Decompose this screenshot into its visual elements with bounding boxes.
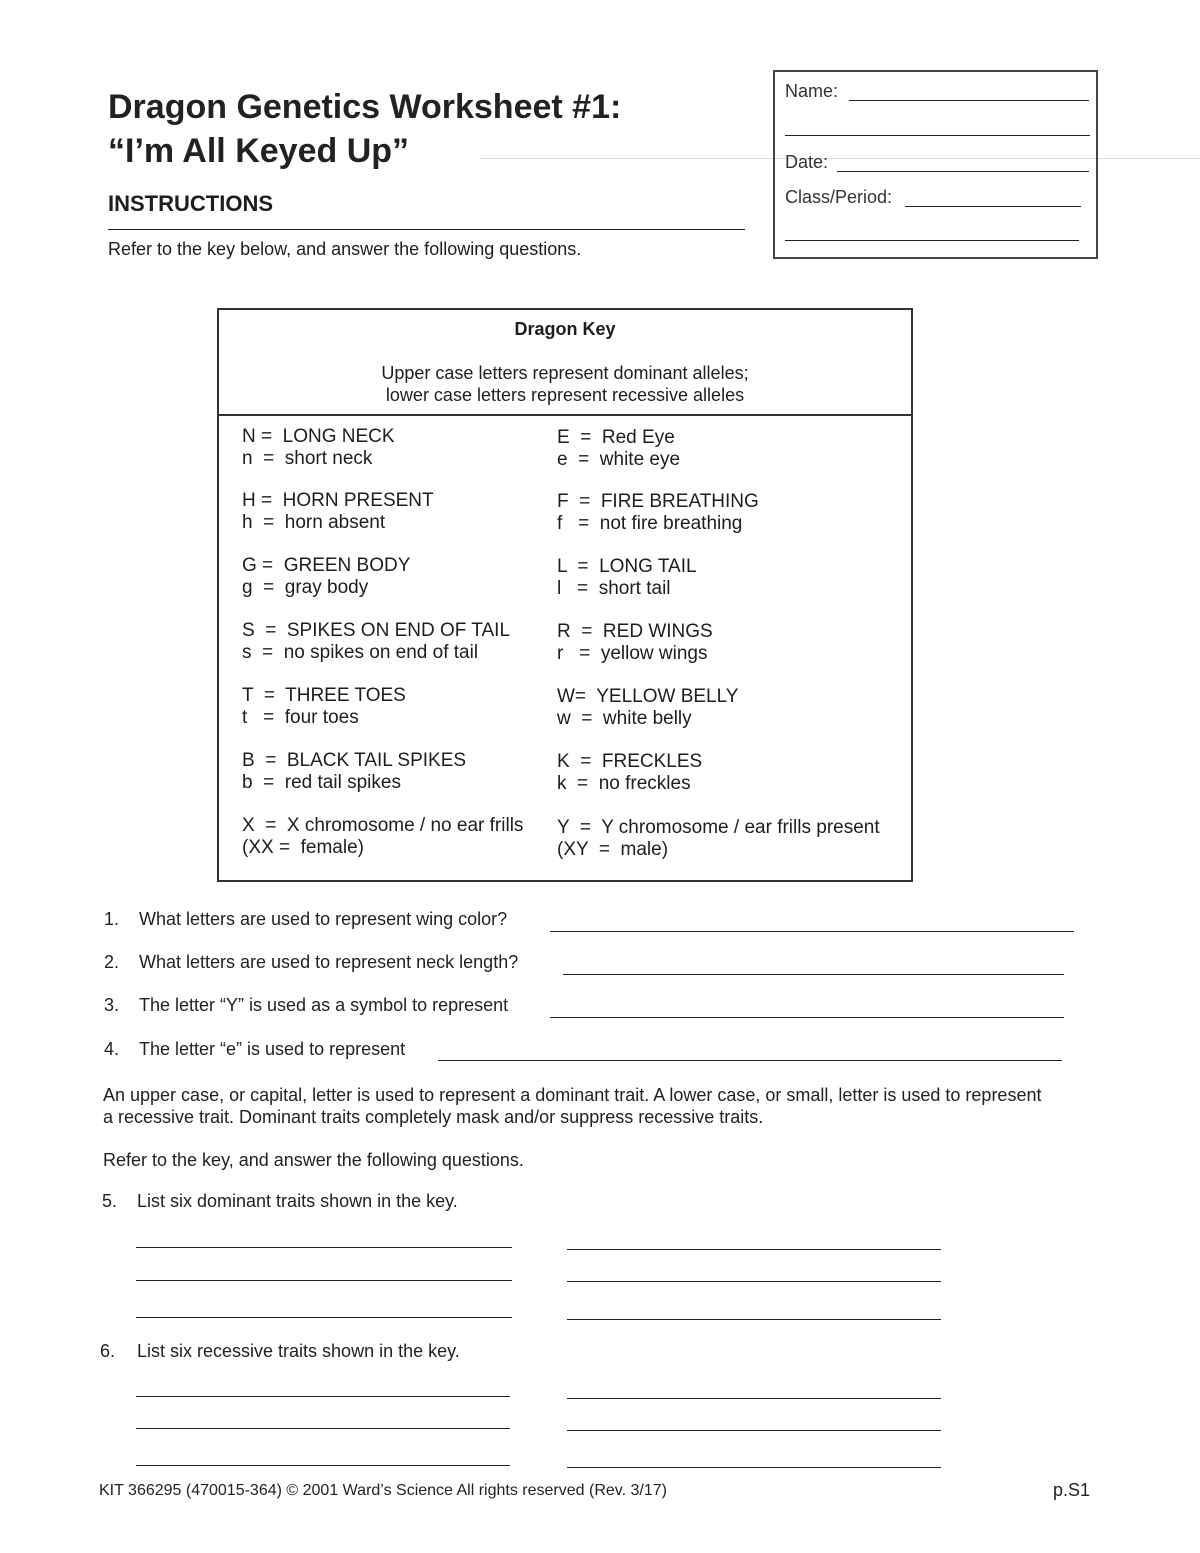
instructions-heading: INSTRUCTIONS — [108, 191, 273, 216]
allele-dominant: E = Red Eye — [557, 427, 675, 448]
answer-line[interactable] — [136, 1247, 512, 1248]
question-number: 1. — [104, 909, 120, 929]
allele-dominant: R = RED WINGS — [557, 621, 713, 642]
class-period-field[interactable] — [905, 206, 1081, 207]
question-text: What letters are used to represent wing color? — [139, 909, 508, 929]
allele-recessive: n = short neck — [242, 448, 373, 469]
question-number: 2. — [104, 952, 120, 972]
answer-line[interactable] — [136, 1428, 510, 1429]
instructions-rule — [108, 229, 745, 230]
dragon-key-subtitle-2: lower case letters represent recessive alleles — [385, 385, 745, 405]
dragon-key-box — [217, 308, 913, 882]
question-text: List six recessive traits shown in the key. — [137, 1341, 460, 1361]
class-period-field-line2[interactable] — [785, 240, 1079, 241]
name-field-line2[interactable] — [785, 135, 1090, 136]
worksheet-title: Dragon Genetics Worksheet #1: — [108, 88, 622, 126]
question-number: 3. — [104, 995, 120, 1015]
allele-recessive: h = horn absent — [242, 512, 386, 533]
student-info-box — [773, 70, 1098, 259]
answer-line[interactable] — [136, 1280, 512, 1281]
allele-recessive: e = white eye — [557, 449, 681, 470]
allele-dominant: N = LONG NECK — [242, 426, 395, 447]
allele-recessive: r = yellow wings — [557, 643, 708, 664]
question-text: What letters are used to represent neck length? — [139, 952, 519, 972]
class-period-label: Class/Period: — [785, 187, 893, 207]
allele-recessive: (XY = male) — [557, 839, 669, 860]
answer-line[interactable] — [136, 1317, 512, 1318]
allele-dominant: W= YELLOW BELLY — [557, 686, 739, 707]
dragon-key-divider — [219, 414, 911, 416]
allele-dominant: H = HORN PRESENT — [242, 490, 434, 511]
allele-recessive: k = no freckles — [557, 773, 691, 794]
footer-copyright: KIT 366295 (470015-364) © 2001 Ward’s Science All rights reserved (Rev. 3/17) — [99, 1482, 667, 1499]
allele-dominant: L = LONG TAIL — [557, 556, 697, 577]
question-text: List six dominant traits shown in the key. — [137, 1191, 458, 1211]
allele-recessive: s = no spikes on end of tail — [242, 642, 479, 663]
answer-line-4[interactable] — [438, 1060, 1062, 1061]
allele-dominant: B = BLACK TAIL SPIKES — [242, 750, 467, 771]
answer-line[interactable] — [567, 1467, 941, 1468]
dragon-key-subtitle-1: Upper case letters represent dominant alleles; — [381, 363, 749, 383]
allele-recessive: f = not fire breathing — [557, 513, 743, 534]
answer-line[interactable] — [567, 1319, 941, 1320]
worksheet-subtitle: “I’m All Keyed Up” — [108, 132, 410, 170]
allele-dominant: X = X chromosome / no ear frills — [242, 815, 524, 836]
date-label: Date: — [785, 152, 829, 172]
refer-text: Refer to the key, and answer the following questions. — [103, 1150, 524, 1170]
allele-recessive: g = gray body — [242, 577, 369, 598]
answer-line[interactable] — [567, 1249, 941, 1250]
question-number: 6. — [100, 1341, 116, 1361]
answer-line[interactable] — [567, 1398, 941, 1399]
allele-dominant: S = SPIKES ON END OF TAIL — [242, 620, 511, 641]
answer-line[interactable] — [136, 1396, 510, 1397]
allele-dominant: K = FRECKLES — [557, 751, 703, 772]
answer-line-2[interactable] — [563, 974, 1064, 975]
answer-line[interactable] — [567, 1281, 941, 1282]
allele-recessive: (XX = female) — [242, 837, 364, 858]
page-number: p.S1 — [1053, 1480, 1091, 1500]
answer-line-3[interactable] — [550, 1017, 1064, 1018]
question-number: 4. — [104, 1039, 120, 1059]
allele-recessive: t = four toes — [242, 707, 359, 728]
question-text: The letter “e” is used to represent — [139, 1039, 406, 1059]
instructions-text: Refer to the key below, and answer the following questions. — [108, 239, 582, 259]
allele-dominant: T = THREE TOES — [242, 685, 406, 706]
allele-dominant: G = GREEN BODY — [242, 555, 411, 576]
answer-line[interactable] — [136, 1465, 510, 1466]
question-number: 5. — [102, 1191, 118, 1211]
allele-recessive: w = white belly — [557, 708, 692, 729]
dragon-key-title: Dragon Key — [514, 319, 616, 339]
question-text: The letter “Y” is used as a symbol to represent — [139, 995, 509, 1015]
name-label: Name: — [785, 81, 839, 101]
date-field[interactable] — [837, 171, 1089, 172]
answer-line[interactable] — [567, 1430, 941, 1431]
explanation-paragraph: An upper case, or capital, letter is used to represent a dominant trait. A lower case, or small, letter is used to represent a recessive trait. Dominant traits completely mask and/or suppress recessive traits. — [103, 1085, 1042, 1127]
allele-recessive: b = red tail spikes — [242, 772, 401, 793]
allele-dominant: Y = Y chromosome / ear frills present — [557, 817, 880, 838]
allele-dominant: F = FIRE BREATHING — [557, 491, 759, 512]
name-field[interactable] — [849, 100, 1089, 101]
answer-line-1[interactable] — [550, 931, 1074, 932]
allele-recessive: l = short tail — [557, 578, 671, 599]
